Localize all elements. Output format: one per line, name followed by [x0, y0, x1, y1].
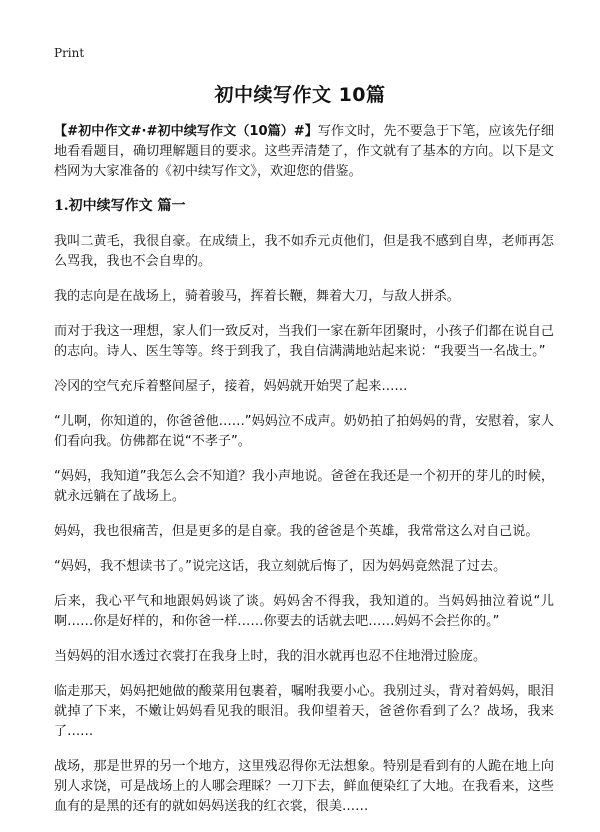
paragraph: 我的志向是在战场上，骑着骏马，挥着长鞭，舞着大刀，与敌人拼杀。: [54, 289, 460, 304]
paragraph: 战场，那是世界的另一个地方，这里残忍得你无法想象。特别是看到有的人跪在地上向别人求饶，可是战场上的人哪会理睬？一刀下去，鲜血便染红了大地。在我看来，这些血有的是黑的还有的就如妈妈送我的红衣裳，很美……: [54, 759, 554, 814]
paragraph: 冷冈的空气充斥着整间屋子，接着，妈妈就开始哭了起来……: [54, 379, 408, 394]
paragraph: 妈妈，我也很痛苦，但是更多的是自豪。我的爸爸是个英雄，我常常这么对自己说。: [54, 524, 539, 539]
document-title: 初中续写作文 10篇: [214, 84, 386, 106]
intro-paragraph: [54, 122, 554, 182]
intro-text: 写作文时，先不要急于下笔，应该先仔细地看看题目，确切理解题目的要求。这些弄清楚了，作文就有了基本的方向。以下是文档网为大家准备的《初中续写作文》，欢迎您的借鉴。: [54, 124, 554, 179]
paragraph: 我叫二黄毛，我很自豪。在成绩上，我不如乔元贞他们，但是我不感到自卑，老师再怎么骂我，我也不会自卑的。: [54, 234, 554, 269]
paragraph: 当妈妈的泪水透过衣裳打在我身上时，我的泪水就再也忍不住地滑过脸庞。: [54, 649, 487, 664]
paragraph: 临走那天，妈妈把她做的酸菜用包裹着，嘱咐我要小心。我别过头，背对着妈妈，眼泪就掉了下来，不嫩让妈妈看见我的眼泪。我仰望着天，爸爸你看到了么？战场，我来了……: [54, 684, 554, 739]
intro-tag: 【#初中作文#·#初中续写作文（10篇）#】: [54, 124, 318, 139]
document-body: [54, 122, 554, 832]
paragraph: “儿啊，你知道的，你爸爸他……”妈妈泣不成声。奶奶拍了拍妈妈的背，安慰着，家人们看向我。仿佛都在说“不孝子”。: [54, 414, 554, 449]
paragraph: “妈妈，我知道”我怎么会不知道？我小声地说。爸爸在我还是一个初开的芽儿的时候，就永远躺在了战场上。: [54, 469, 554, 504]
section-heading: 1.初中续写作文 篇一: [54, 198, 186, 214]
paragraph: “妈妈，我不想读书了。”说完这话，我立刻就后悔了，因为妈妈竟然混了过去。: [54, 559, 507, 574]
print-label: Print: [54, 46, 85, 60]
paragraph: 后来，我心平气和地跟妈妈谈了谈。妈妈舍不得我，我知道的。当妈妈抽泣着说“儿啊……你是好样的，和你爸一样……你要去的话就去吧……妈妈不会拦你的。”: [54, 594, 554, 629]
paragraph: 而对于我这一理想，家人们一致反对，当我们一家在新年团聚时，小孩子们都在说自己的志向。诗人、医生等等。终于到我了，我自信满满地站起来说：“我要当一名战士。”: [54, 324, 554, 359]
